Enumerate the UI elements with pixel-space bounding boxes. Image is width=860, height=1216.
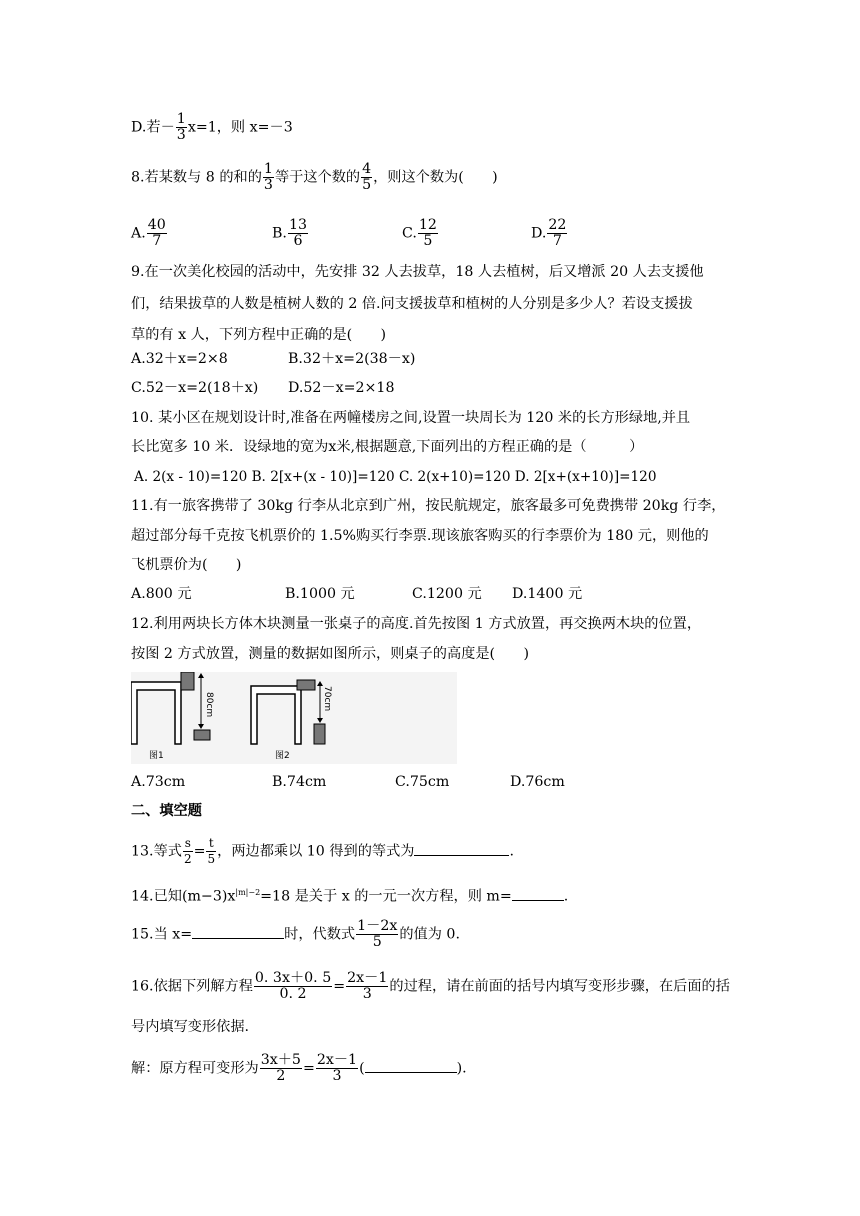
numerator: 2x－1 [347,970,388,986]
denominator: 3 [362,986,372,1002]
denominator: 0. 2 [279,986,307,1002]
q9-line-2: 们，结果拔草的人数是植树人数的 2 倍.问支援拔草和植树的人分别是多少人？若设支援拔 [131,296,693,312]
equals-sign: = [193,843,206,860]
fraction [346,971,388,1002]
q11-option-a: A.800 元 [131,586,192,602]
q12-figure [131,672,457,764]
fraction [547,218,567,249]
denominator: 5 [207,852,216,866]
q12-option-d: D.76cm [510,774,565,790]
q9-option-d: D.52－x=2×18 [288,380,395,396]
denominator: 5 [423,233,433,249]
exponent: |m|−2 [235,888,261,897]
q13-pre: 13.等式 [131,843,182,860]
fraction [361,162,372,193]
fraction [254,971,332,1002]
answer-blank[interactable] [512,886,564,901]
numerator: 1－2x [357,918,398,934]
denominator: 6 [293,233,303,249]
denominator: 3 [176,127,186,143]
q7d-label: D.若 [131,119,161,136]
q9-option-c: C.52－x=2(18＋x) [131,380,259,396]
q11-option-b: B.1000 元 [285,586,355,602]
equals-sign: = [333,978,346,995]
numerator: 22 [548,217,567,233]
answer-blank[interactable] [365,1058,457,1073]
q8-option-b [272,218,309,249]
q14-post: =18 是关于 x 的一元一次方程，则 m= [260,888,512,905]
section-heading: 二、填空题 [131,803,202,819]
option-label: D. [531,225,547,242]
solution-pre: 解：原方程可变形为 [131,1060,259,1077]
q10-line-2: 长比宽多 10 米．设绿地的宽为x米,根据题意,下面列出的方程正确的是（ ） [131,439,644,455]
numerator: 40 [147,217,166,233]
fig1-dimension: 80cm [204,692,214,718]
close-paren: ). [456,1060,467,1077]
q9-option-a: A.32＋x=2×8 [131,351,228,367]
q12-option-b: B.74cm [272,774,327,790]
answer-blank[interactable] [414,841,509,856]
q8-option-c [402,218,439,249]
wood-block [194,730,210,740]
q8-option-a [131,218,168,249]
q15-mid: 时，代数式 [284,926,356,943]
fig2-label: 图2 [275,751,290,761]
q10-line-1: 10. 某小区在规划设计时,准备在两幢楼房之间,设置一块周长为 120 米的长方形绿地,并且 [131,410,691,426]
wood-block [297,680,315,690]
numerator: 4 [362,161,372,177]
q11-line-3: 飞机票价为( ) [131,557,242,573]
denominator: 3 [263,177,273,193]
q12-option-a: A.73cm [131,774,186,790]
question-15 [131,919,460,950]
q9-line-3: 草的有 x 人，下列方程中正确的是( ) [131,327,387,343]
numerator: s [184,836,191,850]
fraction [316,1053,358,1084]
q9-line-1: 9.在一次美化校园的活动中，先安排 32 人去拔草，18 人去植树，后又增派 20 人去支援他 [131,264,704,280]
denominator: 7 [152,233,162,249]
q8-option-d [531,218,568,249]
wood-block [181,672,194,690]
q7-option-d [131,112,293,143]
fraction [183,836,193,867]
question-8 [131,162,498,193]
q7d-tail: x=1，则 x=－3 [187,119,293,136]
numerator: 1 [263,161,273,177]
q11-line-1: 11.有一旅客携带了 30kg 行李从北京到广州，按民航规定，旅客最多可免费携带 20kg 行李， [131,498,726,514]
fraction [147,218,167,249]
q16-solution [131,1053,467,1084]
q11-line-2: 超过部分每千克按飞机票价的 1.5%购买行李票.现该旅客购买的行李票价为 180 元，则他的 [131,528,709,544]
q14-pre: 14.已知(m−3)x [131,888,236,905]
open-paren: ( [359,1060,365,1077]
q8-pre: 8.若某数与 8 的和的 [131,169,262,186]
question-14 [131,883,568,907]
q15-post: 的值为 0. [399,926,460,943]
numerator: t [206,836,216,852]
period: . [563,888,569,905]
answer-blank[interactable] [192,924,284,939]
q11-option-d: D.1400 元 [512,586,583,602]
q8-post: ，则这个数为( ) [373,169,498,186]
denominator: 2 [276,1068,286,1084]
fraction [263,162,274,193]
fraction [418,218,438,249]
fraction [288,218,308,249]
period: . [509,843,514,860]
q8-mid: 等于这个数的 [274,169,361,186]
q12-line-1: 12.利用两块长方体木块测量一张桌子的高度.首先按图 1 方式放置，再交换两木块的位置， [131,616,702,632]
fraction [206,836,216,867]
question-16 [131,971,730,1002]
q16-post: 的过程，请在前面的括号内填写变形步骤，在后面的括 [389,978,730,995]
fig1-label: 图1 [149,751,164,761]
numerator: 3x＋5 [260,1052,301,1068]
numerator: 12 [418,217,437,233]
option-label: C. [402,225,417,242]
q12-option-c: C.75cm [395,774,450,790]
q13-post: ，两边都乘以 10 得到的等式为 [217,843,415,860]
wood-block [314,724,325,744]
q16-line-2: 号内填写变形依据. [131,1019,250,1035]
q12-line-2: 按图 2 方式放置，测量的数据如图所示，则桌子的高度是( ) [131,646,529,662]
numerator: 1 [176,111,186,127]
denominator: 7 [552,233,562,249]
q10-options: A. 2(x - 10)=120 B. 2[x+(x - 10)]=120 C. 2(x+10)=120 D. 2[x+(x+10)]=120 [134,469,657,485]
fig2-dimension: 70cm [322,686,332,712]
option-label: B. [272,225,287,242]
denominator: 2 [183,852,192,866]
fraction [176,112,187,143]
q9-option-b: B.32＋x=2(38－x) [288,351,416,367]
q11-option-c: C.1200 元 [412,586,482,602]
numerator: 0. 3x＋0. 5 [254,970,332,986]
denominator: 5 [362,177,372,193]
question-13 [131,836,514,867]
fraction [356,919,398,950]
q7d-neg: － [160,119,175,136]
q16-pre: 16.依据下列解方程 [131,978,253,995]
numerator: 13 [288,217,307,233]
table-diagram [131,672,457,764]
q15-pre: 15.当 x= [131,926,193,943]
option-label: A. [131,225,146,242]
numerator: 2x－1 [316,1052,358,1068]
fraction [260,1053,302,1084]
denominator: 3 [332,1068,342,1084]
denominator: 5 [372,934,382,950]
equals-sign: = [302,1060,315,1077]
